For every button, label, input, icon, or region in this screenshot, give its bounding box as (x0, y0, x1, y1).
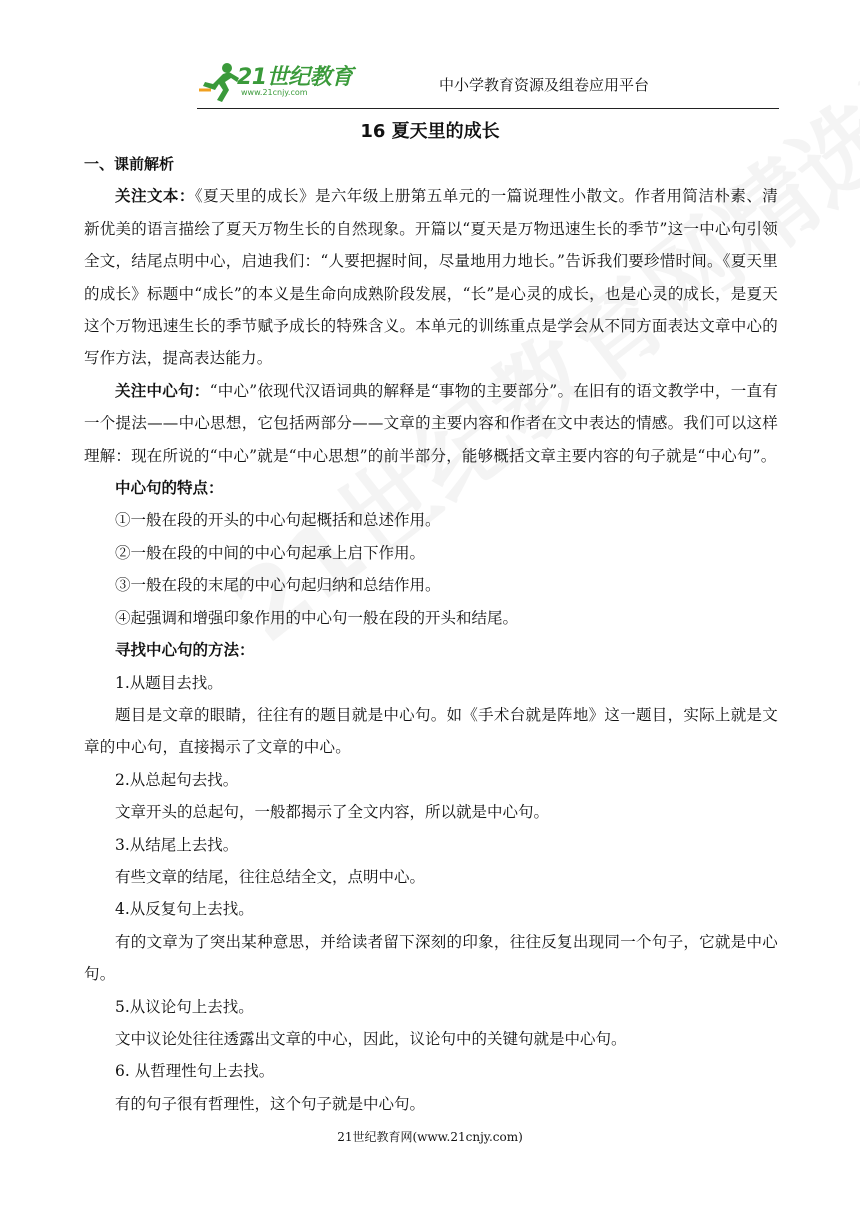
paragraph-text: 《夏天里的成长》是六年级上册第五单元的一篇说理性小散文。作者用简洁朴素、清新优美的语言描绘了夏天万物生长的自然现象。开篇以“夏天是万物迅速生长的季节”这一中心句引领全文，结尾点明中心，启迪我们：“人要把握时间，尽量地用力地长。”告诉我们要珍惜时间。《夏天里的成长》标题中“成长”的本义是生命向成熟阶段发展，“长”是心灵的成长，也是心灵的成长，是夏天这个万物迅速生长的季节赋予成长的特殊含义。本单元的训练重点是学会从不同方面表达文章中心的写作方法，提高表达能力。 (84, 187, 778, 368)
method-text: 有些文章的结尾，往往总结全文，点明中心。 (115, 867, 426, 886)
paragraph-focus-text (84, 180, 778, 374)
method-text: 题目是文章的眼睛，往往有的题目就是中心句。如《手术台就是阵地》这一题目，实际上就是文章的中心句，直接揭示了文章的中心。 (84, 705, 778, 757)
list-item: ③一般在段的末尾的中心句起归纳和总结作用。 (115, 576, 441, 595)
list-item: ④起强调和增强印象作用的中心句一般在段的开头和结尾。 (115, 608, 519, 627)
features-heading: 中心句的特点： (115, 479, 224, 498)
method-text: 有的文章为了突出某种意思，并给读者留下深刻的印象，往往反复出现同一个句子，它就是中心句。 (84, 932, 778, 984)
method-text: 文中议论处往往透露出文章的中心，因此，议论句中的关键句就是中心句。 (115, 1029, 627, 1048)
method-title: 2.从总起句去找。 (115, 770, 239, 789)
page-header (197, 56, 779, 109)
paragraph-text: “中心”依现代汉语词典的解释是“事物的主要部分”。在旧有的语文教学中，一直有一个提法——中心思想，它包括两部分——文章的主要内容和作者在文中表达的情感。我们可以这样理解：现在所说的“中心”就是“中心思想”的前半部分，能够概括文章主要内容的句子就是“中心句”。 (84, 381, 778, 465)
list-item: ①一般在段的开头的中心句起概括和总述作用。 (115, 511, 441, 530)
section-heading: 一、课前解析 (84, 155, 175, 173)
method-text: 文章开头的总起句，一般都揭示了全文内容，所以就是中心句。 (115, 803, 550, 822)
method-title: 3.从结尾上去找。 (115, 835, 239, 854)
page-footer: 21世纪教育网(www.21cnjy.com) (337, 1130, 523, 1144)
paragraph-focus-central-sentence (84, 375, 778, 472)
logo-text: 21世纪教育 (237, 65, 353, 90)
paragraph-label: 关注中心句： (115, 381, 210, 400)
page-title: 16 夏天里的成长 (360, 121, 500, 142)
method-title: 5.从议论句上去找。 (115, 997, 254, 1016)
method-title: 1.从题目去找。 (115, 673, 223, 692)
methods-heading: 寻找中心句的方法： (115, 641, 255, 660)
method-title: 6. 从哲理性句上去找。 (115, 1062, 275, 1081)
logo (197, 60, 367, 104)
method-text: 有的句子很有哲理性，这个句子就是中心句。 (115, 1094, 426, 1113)
runner-logo-icon (197, 60, 241, 104)
paragraph-label: 关注文本： (115, 187, 195, 206)
list-item: ②一般在段的中间的中心句起承上启下作用。 (115, 543, 426, 562)
logo-url: www.21cnjy.com (241, 88, 308, 97)
header-tagline: 中小学教育资源及组卷应用平台 (438, 76, 649, 94)
document-body (84, 148, 778, 1120)
method-title: 4.从反复句上去找。 (115, 900, 254, 919)
